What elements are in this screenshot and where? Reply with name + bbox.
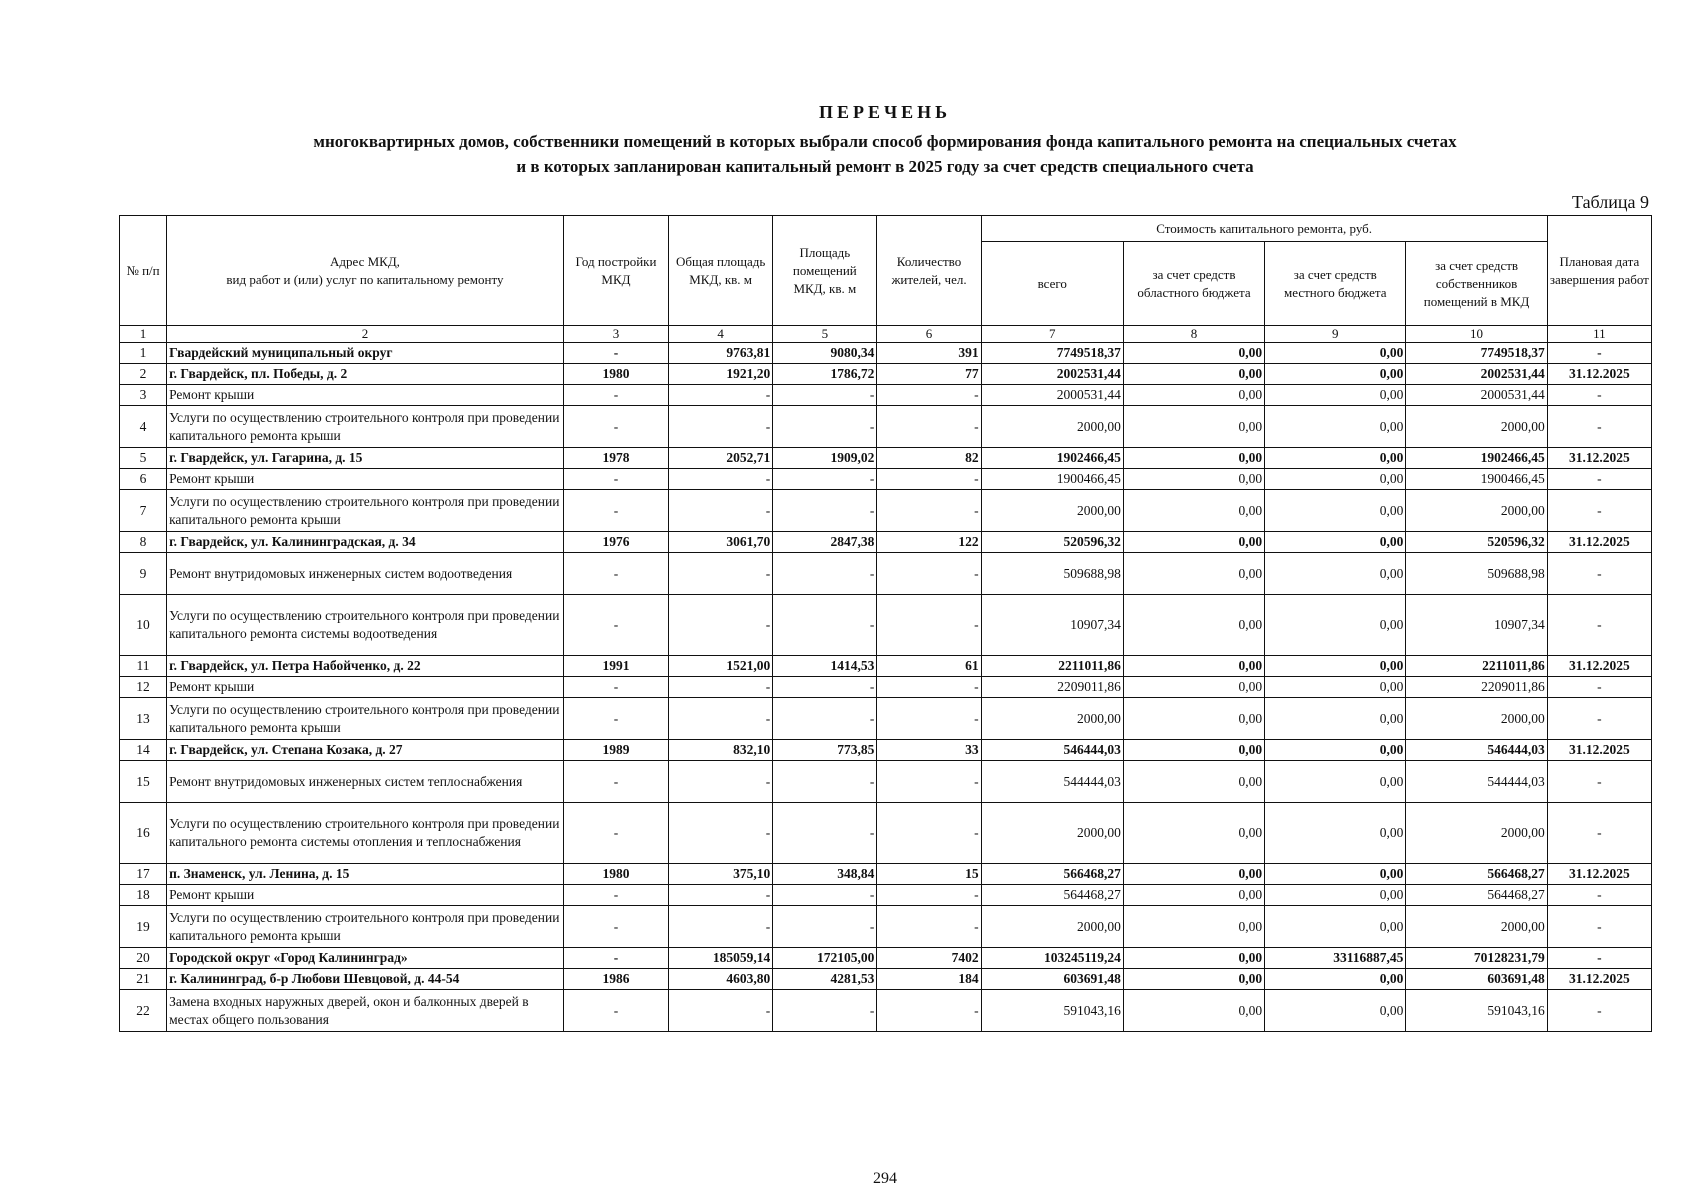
cell-address-or-work: Гвардейский муниципальный округ [167,343,564,364]
table-row [120,885,1652,906]
cell-year-built: - [563,343,668,364]
cell-row-number: 6 [120,469,167,490]
cell-planned-date: - [1547,343,1651,364]
cell-total-area: - [669,761,773,803]
cell-premises-area: - [773,490,877,532]
cell-cost-regional: 0,00 [1123,885,1264,906]
cell-cost-regional: 0,00 [1123,595,1264,656]
cell-year-built: - [563,990,668,1032]
cell-total-area: - [669,677,773,698]
cell-cost-owners: 546444,03 [1406,740,1547,761]
table-row [120,864,1652,885]
cell-total-area: - [669,906,773,948]
column-number: 4 [669,326,773,343]
cell-year-built: 1980 [563,864,668,885]
cell-planned-date: - [1547,406,1651,448]
cell-residents: - [877,385,981,406]
table-row [120,740,1652,761]
cell-cost-owners: 603691,48 [1406,969,1547,990]
table-row [120,343,1652,364]
cell-row-number: 13 [120,698,167,740]
cell-year-built: - [563,595,668,656]
cell-year-built: - [563,469,668,490]
cell-residents: - [877,803,981,864]
cell-row-number: 20 [120,948,167,969]
cell-row-number: 4 [120,406,167,448]
cell-residents: 7402 [877,948,981,969]
cell-residents: - [877,490,981,532]
cell-cost-total: 520596,32 [981,532,1123,553]
cell-residents: - [877,990,981,1032]
cell-row-number: 2 [120,364,167,385]
cell-planned-date: 31.12.2025 [1547,740,1651,761]
cell-planned-date: 31.12.2025 [1547,969,1651,990]
cell-cost-owners: 2000,00 [1406,406,1547,448]
cell-year-built: - [563,490,668,532]
cell-premises-area: 172105,00 [773,948,877,969]
cell-premises-area: - [773,990,877,1032]
cell-residents: 391 [877,343,981,364]
cell-cost-total: 2000,00 [981,490,1123,532]
header-cost-local: за счет средств местного бюджета [1265,242,1406,326]
cell-cost-total: 7749518,37 [981,343,1123,364]
cell-cost-regional: 0,00 [1123,448,1264,469]
header-cost-total: всего [981,242,1123,326]
cell-year-built: 1986 [563,969,668,990]
table-row [120,448,1652,469]
cell-total-area: 375,10 [669,864,773,885]
cell-address-or-work: г. Гвардейск, ул. Степана Козака, д. 27 [167,740,564,761]
cell-premises-area: - [773,761,877,803]
cell-cost-regional: 0,00 [1123,406,1264,448]
document-subtitle-line-2: и в которых запланирован капитальный ремонт в 2025 году за счет средств специального счета [516,157,1254,176]
cell-planned-date: 31.12.2025 [1547,656,1651,677]
table-row [120,677,1652,698]
cell-total-area: - [669,385,773,406]
cell-planned-date: - [1547,698,1651,740]
cell-year-built: 1976 [563,532,668,553]
cell-year-built: - [563,698,668,740]
page-number: 294 [873,1170,897,1187]
cell-cost-regional: 0,00 [1123,990,1264,1032]
cell-year-built: 1989 [563,740,668,761]
cell-premises-area: - [773,595,877,656]
cell-planned-date: - [1547,990,1651,1032]
cell-total-area: 832,10 [669,740,773,761]
header-total-area: Общая площадь МКД, кв. м [669,216,773,326]
cell-total-area: - [669,698,773,740]
cell-cost-regional: 0,00 [1123,803,1264,864]
cell-cost-regional: 0,00 [1123,343,1264,364]
cell-cost-total: 10907,34 [981,595,1123,656]
cell-cost-regional: 0,00 [1123,677,1264,698]
table-row [120,906,1652,948]
cell-cost-regional: 0,00 [1123,698,1264,740]
cell-residents: - [877,406,981,448]
cell-row-number: 8 [120,532,167,553]
cell-premises-area: - [773,698,877,740]
cell-cost-regional: 0,00 [1123,490,1264,532]
cell-cost-owners: 10907,34 [1406,595,1547,656]
column-number: 11 [1547,326,1651,343]
cell-premises-area: 4281,53 [773,969,877,990]
cell-cost-regional: 0,00 [1123,656,1264,677]
cell-residents: 15 [877,864,981,885]
cell-address-or-work: г. Калининград, б-р Любови Шевцовой, д. 44-54 [167,969,564,990]
cell-planned-date: - [1547,490,1651,532]
cell-cost-owners: 564468,27 [1406,885,1547,906]
cell-cost-total: 544444,03 [981,761,1123,803]
cell-planned-date: 31.12.2025 [1547,448,1651,469]
cell-total-area: 1921,20 [669,364,773,385]
cell-planned-date: - [1547,677,1651,698]
cell-planned-date: - [1547,595,1651,656]
cell-address-or-work: Услуги по осуществлению строительного контроля при проведении капитального ремонта крыши [167,490,564,532]
cell-planned-date: - [1547,906,1651,948]
cell-row-number: 16 [120,803,167,864]
table-row [120,469,1652,490]
cell-planned-date: 31.12.2025 [1547,532,1651,553]
cell-total-area: - [669,803,773,864]
cell-cost-regional: 0,00 [1123,906,1264,948]
cell-row-number: 14 [120,740,167,761]
cell-premises-area: 773,85 [773,740,877,761]
cell-row-number: 5 [120,448,167,469]
cell-year-built: - [563,885,668,906]
cell-address-or-work: г. Гвардейск, ул. Гагарина, д. 15 [167,448,564,469]
header-cost-group: Стоимость капитального ремонта, руб. [981,216,1547,242]
cell-cost-owners: 2002531,44 [1406,364,1547,385]
column-number: 8 [1123,326,1264,343]
cell-year-built: 1978 [563,448,668,469]
cell-planned-date: - [1547,385,1651,406]
cell-cost-local: 33116887,45 [1265,948,1406,969]
table-row [120,656,1652,677]
cell-planned-date: - [1547,803,1651,864]
cell-cost-local: 0,00 [1265,448,1406,469]
table-header [120,216,1652,343]
cell-cost-owners: 566468,27 [1406,864,1547,885]
cell-residents: - [877,553,981,595]
cell-row-number: 7 [120,490,167,532]
table-row [120,364,1652,385]
column-number: 1 [120,326,167,343]
cell-address-or-work: Ремонт внутридомовых инженерных систем водоотведения [167,553,564,595]
cell-premises-area: - [773,385,877,406]
cell-cost-local: 0,00 [1265,906,1406,948]
cell-cost-regional: 0,00 [1123,761,1264,803]
table-row [120,698,1652,740]
cell-total-area: - [669,990,773,1032]
cell-address-or-work: Услуги по осуществлению строительного контроля при проведении капитального ремонта крыши [167,406,564,448]
cell-residents: - [877,677,981,698]
cell-row-number: 15 [120,761,167,803]
cell-year-built: - [563,553,668,595]
cell-cost-total: 591043,16 [981,990,1123,1032]
cell-residents: - [877,761,981,803]
cell-premises-area: - [773,803,877,864]
table-row [120,948,1652,969]
column-number-row [120,326,1652,343]
cell-total-area: 4603,80 [669,969,773,990]
cell-cost-total: 564468,27 [981,885,1123,906]
cell-cost-local: 0,00 [1265,656,1406,677]
cell-row-number: 11 [120,656,167,677]
cell-cost-owners: 591043,16 [1406,990,1547,1032]
cell-address-or-work: Замена входных наружных дверей, окон и балконных дверей в местах общего пользования [167,990,564,1032]
cell-cost-owners: 1900466,45 [1406,469,1547,490]
cell-address-or-work: г. Гвардейск, пл. Победы, д. 2 [167,364,564,385]
cell-cost-local: 0,00 [1265,803,1406,864]
document-title: ПЕРЕЧЕНЬ [818,102,952,122]
cell-cost-total: 2000,00 [981,698,1123,740]
cell-cost-total: 2209011,86 [981,677,1123,698]
cell-year-built: 1991 [563,656,668,677]
cell-cost-local: 0,00 [1265,364,1406,385]
cell-cost-local: 0,00 [1265,761,1406,803]
cell-total-area: 185059,14 [669,948,773,969]
cell-cost-local: 0,00 [1265,885,1406,906]
cell-year-built: - [563,385,668,406]
cell-cost-total: 509688,98 [981,553,1123,595]
cell-cost-total: 1902466,45 [981,448,1123,469]
cell-cost-total: 103245119,24 [981,948,1123,969]
cell-residents: - [877,698,981,740]
cell-residents: 122 [877,532,981,553]
table-row [120,595,1652,656]
column-number: 9 [1265,326,1406,343]
cell-total-area: 9763,81 [669,343,773,364]
cell-cost-regional: 0,00 [1123,532,1264,553]
cell-premises-area: - [773,885,877,906]
cell-cost-total: 2000531,44 [981,385,1123,406]
table-row [120,969,1652,990]
column-number: 5 [773,326,877,343]
cell-cost-local: 0,00 [1265,385,1406,406]
cell-address-or-work: Услуги по осуществлению строительного контроля при проведении капитального ремонта системы водоотведения [167,595,564,656]
column-number: 2 [167,326,564,343]
cell-residents: 77 [877,364,981,385]
cell-cost-owners: 2211011,86 [1406,656,1547,677]
cell-residents: 61 [877,656,981,677]
header-year: Год постройки МКД [563,216,668,326]
cell-year-built: - [563,406,668,448]
cell-address-or-work: Ремонт крыши [167,469,564,490]
cell-cost-local: 0,00 [1265,740,1406,761]
cell-year-built: - [563,948,668,969]
cell-cost-total: 603691,48 [981,969,1123,990]
cell-cost-owners: 520596,32 [1406,532,1547,553]
cell-cost-regional: 0,00 [1123,740,1264,761]
column-number: 6 [877,326,981,343]
cell-cost-owners: 2000,00 [1406,698,1547,740]
cell-cost-total: 1900466,45 [981,469,1123,490]
cell-planned-date: - [1547,885,1651,906]
cell-planned-date: - [1547,948,1651,969]
cell-cost-total: 566468,27 [981,864,1123,885]
cell-cost-owners: 509688,98 [1406,553,1547,595]
cell-cost-regional: 0,00 [1123,364,1264,385]
cell-planned-date: - [1547,761,1651,803]
cell-row-number: 9 [120,553,167,595]
cell-residents: 33 [877,740,981,761]
cell-cost-total: 2000,00 [981,406,1123,448]
cell-cost-owners: 2000,00 [1406,906,1547,948]
cell-planned-date: 31.12.2025 [1547,864,1651,885]
table-label: Таблица 9 [1572,192,1649,212]
cell-cost-owners: 70128231,79 [1406,948,1547,969]
cell-row-number: 21 [120,969,167,990]
header-cost-regional: за счет средств областного бюджета [1123,242,1264,326]
cell-cost-regional: 0,00 [1123,948,1264,969]
header-premises-area: Площадь помещений МКД, кв. м [773,216,877,326]
cell-cost-owners: 2000,00 [1406,803,1547,864]
cell-cost-local: 0,00 [1265,969,1406,990]
table-row [120,761,1652,803]
cell-total-area: - [669,885,773,906]
header-residents: Количество жителей, чел. [877,216,981,326]
cell-residents: - [877,595,981,656]
cell-premises-area: 348,84 [773,864,877,885]
cell-cost-local: 0,00 [1265,532,1406,553]
cell-cost-owners: 2000531,44 [1406,385,1547,406]
cell-cost-regional: 0,00 [1123,385,1264,406]
cell-total-area: 3061,70 [669,532,773,553]
cell-premises-area: 1786,72 [773,364,877,385]
cell-total-area: - [669,553,773,595]
cell-cost-owners: 7749518,37 [1406,343,1547,364]
cell-total-area: - [669,490,773,532]
cell-year-built: - [563,906,668,948]
cell-cost-owners: 2209011,86 [1406,677,1547,698]
cell-cost-local: 0,00 [1265,595,1406,656]
cell-premises-area: 1909,02 [773,448,877,469]
header-planned-date: Плановая дата завершения работ [1547,216,1651,326]
cell-row-number: 17 [120,864,167,885]
cell-cost-regional: 0,00 [1123,969,1264,990]
cell-year-built: 1980 [563,364,668,385]
cell-address-or-work: Услуги по осуществлению строительного контроля при проведении капитального ремонта крыши [167,906,564,948]
cell-row-number: 19 [120,906,167,948]
cell-year-built: - [563,803,668,864]
cell-cost-owners: 2000,00 [1406,490,1547,532]
cell-cost-regional: 0,00 [1123,864,1264,885]
cell-premises-area: - [773,677,877,698]
cell-cost-total: 2000,00 [981,906,1123,948]
cell-address-or-work: Ремонт крыши [167,885,564,906]
cell-cost-owners: 544444,03 [1406,761,1547,803]
cell-total-area: - [669,406,773,448]
cell-cost-local: 0,00 [1265,990,1406,1032]
cell-year-built: - [563,677,668,698]
cell-address-or-work: г. Гвардейск, ул. Калининградская, д. 34 [167,532,564,553]
table-row [120,990,1652,1032]
table-row [120,532,1652,553]
cell-total-area: - [669,595,773,656]
cell-residents: 184 [877,969,981,990]
cell-cost-regional: 0,00 [1123,469,1264,490]
header-cost-owners: за счет средств собственников помещений в МКД [1406,242,1547,326]
cell-planned-date: 31.12.2025 [1547,364,1651,385]
cell-total-area: - [669,469,773,490]
cell-cost-owners: 1902466,45 [1406,448,1547,469]
cell-cost-total: 2000,00 [981,803,1123,864]
column-number: 10 [1406,326,1547,343]
cell-total-area: 2052,71 [669,448,773,469]
cell-total-area: 1521,00 [669,656,773,677]
table-row [120,406,1652,448]
cell-premises-area: - [773,469,877,490]
cell-residents: 82 [877,448,981,469]
cell-cost-local: 0,00 [1265,343,1406,364]
cell-planned-date: - [1547,553,1651,595]
table-row [120,385,1652,406]
cell-premises-area: 2847,38 [773,532,877,553]
cell-address-or-work: п. Знаменск, ул. Ленина, д. 15 [167,864,564,885]
cell-row-number: 10 [120,595,167,656]
table-row [120,553,1652,595]
cell-residents: - [877,906,981,948]
cell-address-or-work: Городской округ «Город Калининград» [167,948,564,969]
cell-cost-local: 0,00 [1265,406,1406,448]
cell-cost-total: 2002531,44 [981,364,1123,385]
table-body [120,343,1652,1032]
cell-address-or-work: Ремонт внутридомовых инженерных систем теплоснабжения [167,761,564,803]
cell-cost-total: 2211011,86 [981,656,1123,677]
cell-cost-local: 0,00 [1265,553,1406,595]
cell-cost-local: 0,00 [1265,469,1406,490]
cell-residents: - [877,469,981,490]
column-number: 3 [563,326,668,343]
cell-cost-local: 0,00 [1265,698,1406,740]
table-row [120,490,1652,532]
column-number: 7 [981,326,1123,343]
cell-row-number: 3 [120,385,167,406]
cell-row-number: 22 [120,990,167,1032]
cell-year-built: - [563,761,668,803]
cell-cost-regional: 0,00 [1123,553,1264,595]
cell-premises-area: - [773,406,877,448]
cell-address-or-work: г. Гвардейск, ул. Петра Набойченко, д. 22 [167,656,564,677]
cell-row-number: 1 [120,343,167,364]
cell-cost-total: 546444,03 [981,740,1123,761]
cell-cost-local: 0,00 [1265,677,1406,698]
cell-address-or-work: Услуги по осуществлению строительного контроля при проведении капитального ремонта системы отопления и теплоснабжения [167,803,564,864]
capital-repair-table [119,215,1652,1032]
cell-planned-date: - [1547,469,1651,490]
cell-address-or-work: Услуги по осуществлению строительного контроля при проведении капитального ремонта крыши [167,698,564,740]
table-row [120,803,1652,864]
cell-cost-local: 0,00 [1265,490,1406,532]
cell-premises-area: - [773,553,877,595]
cell-premises-area: 1414,53 [773,656,877,677]
cell-premises-area: - [773,906,877,948]
cell-residents: - [877,885,981,906]
header-address: Адрес МКД, вид работ и (или) услуг по капитальному ремонту [167,216,564,326]
cell-address-or-work: Ремонт крыши [167,677,564,698]
cell-premises-area: 9080,34 [773,343,877,364]
cell-address-or-work: Ремонт крыши [167,385,564,406]
cell-cost-local: 0,00 [1265,864,1406,885]
header-num: № п/п [120,216,167,326]
document-subtitle-line-1: многоквартирных домов, собственники помещений в которых выбрали способ формирования фонда капитального ремонта на специальных счетах [313,132,1457,151]
cell-row-number: 18 [120,885,167,906]
cell-row-number: 12 [120,677,167,698]
